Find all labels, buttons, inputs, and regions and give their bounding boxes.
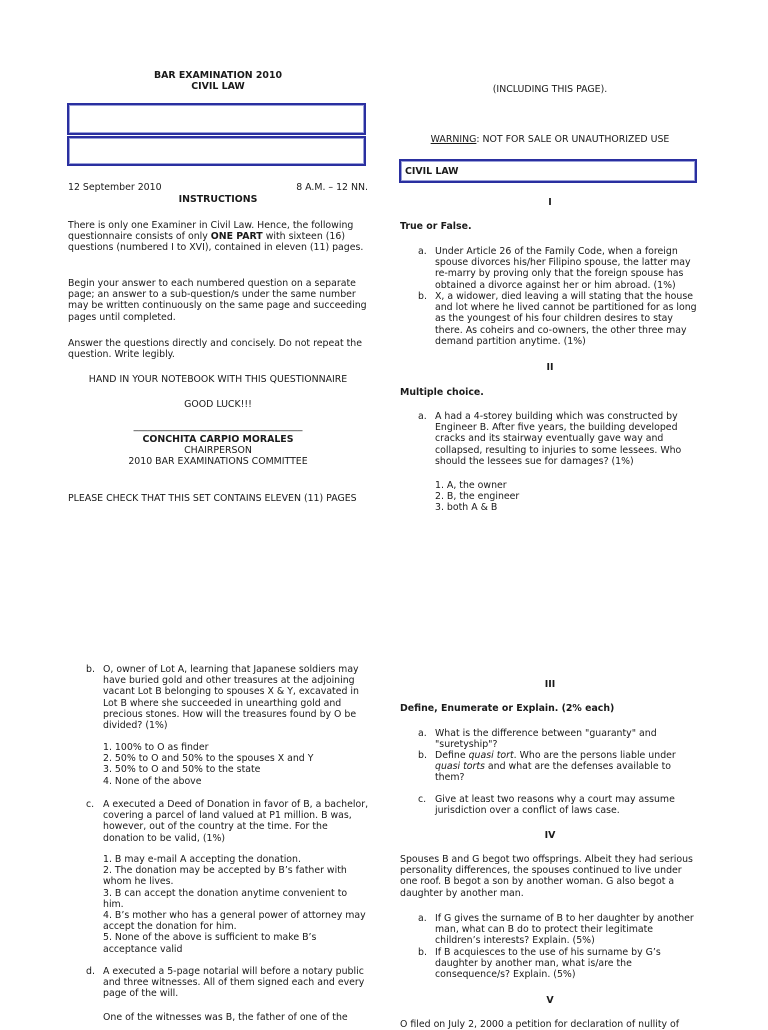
- question-1-item-b: [418, 291, 700, 347]
- including-page-note: (INCLUDING THIS PAGE).: [492, 84, 608, 95]
- question-3-item-c: [418, 794, 700, 816]
- question-4-item-a: [418, 913, 700, 947]
- section-box: [399, 159, 697, 183]
- instructions-paragraph-3: Answer the questions directly and concisely. Do not repeat the question. Write legibly.: [68, 338, 363, 361]
- chairperson-title: CHAIRPERSON: [184, 445, 252, 456]
- instructions-paragraph-1: There is only one Examiner in Civil Law. Hence, the following questionnaire consists of only ONE PART with sixteen (16) questions (numbered I to XVI), contained in eleven (11) pages.: [68, 220, 364, 254]
- item-text: If B acquiesces to the use of his surname by G’s daughter by another man, what is/are the consequence/s? Explain. (5%): [435, 947, 661, 981]
- question-number-2: II: [546, 362, 554, 373]
- item-text: A had a 4-storey building which was constructed by Engineer B. After five years, the building developed cracks and its stairway eventually gave way and collapsed, resulting to injuries to some lessees. Who should the lessees sue for damages? (1%): [435, 411, 682, 467]
- item-text: Under Article 26 of the Family Code, when a foreign spouse divorces his/her Filipino spouse, the latter may re-marry by proving only that the foreign spouse has obtained a divorce against her or him abroad. (1%): [435, 246, 691, 291]
- item-marker: b.: [418, 291, 427, 302]
- question-2d-continuation: One of the witnesses was B, the father of one of the: [103, 1012, 348, 1023]
- item-text: Give at least two reasons why a court may assume jurisdiction over a conflict of laws case.: [435, 794, 675, 817]
- item-marker: b.: [86, 664, 95, 675]
- question-2b-options: [103, 742, 373, 787]
- question-2a-options: [435, 480, 695, 514]
- item-marker: b.: [418, 947, 427, 958]
- question-3-heading: Define, Enumerate or Explain. (2% each): [400, 703, 615, 714]
- good-luck: GOOD LUCK!!!: [184, 399, 252, 410]
- question-number-5: V: [546, 995, 554, 1006]
- option: 4. B’s mother who has a general power of attorney may accept the donation for him.: [103, 910, 366, 933]
- question-2-item-b: [86, 664, 370, 731]
- exam-time: 8 A.M. – 12 NN.: [296, 182, 368, 193]
- item-marker: d.: [86, 966, 95, 977]
- question-3-item-a: [418, 728, 700, 750]
- option: 4. None of the above: [103, 775, 202, 787]
- exam-date: 12 September 2010: [68, 182, 162, 193]
- option: 1. A, the owner: [435, 480, 507, 491]
- question-2-item-a: [418, 411, 700, 467]
- option: 1. 100% to O as finder: [103, 742, 209, 753]
- blank-box-1: [67, 103, 366, 135]
- signature-line: ____________________________________: [133, 421, 303, 432]
- chairperson-name: CONCHITA CARPIO MORALES: [142, 434, 294, 445]
- blank-box-2: [67, 136, 366, 166]
- question-4-intro: Spouses B and G begot two offsprings. Albeit they had serious personality differences, the spouses continued to live under one roof. B begot a son by another woman. G also begot a daughter by another man.: [400, 854, 693, 899]
- question-3-item-b: [418, 750, 700, 784]
- item-marker: a.: [418, 411, 427, 422]
- question-number-3: III: [544, 679, 556, 690]
- question-2-item-d: [86, 966, 370, 1000]
- item-marker: a.: [418, 246, 427, 257]
- item-text: If G gives the surname of B to her daughter by another man, what can B do to protect their legitimate children’s interests? Explain. (5%): [435, 913, 694, 947]
- instructions-paragraph-2: Begin your answer to each numbered question on a separate page; an answer to a sub-question/s under the same number may be written continuously on the same page and succeeding pages until completed.: [68, 278, 367, 323]
- question-5-first-line: O filed on July 2, 2000 a petition for declaration of nullity of: [400, 1019, 680, 1030]
- hand-in-note: HAND IN YOUR NOTEBOOK WITH THIS QUESTIONNAIRE: [88, 374, 348, 385]
- section-box-label: CIVIL LAW: [405, 166, 459, 177]
- option: 2. B, the engineer: [435, 491, 520, 503]
- item-marker: b.: [418, 750, 427, 761]
- option: 3. B can accept the donation anytime convenient to him.: [103, 887, 348, 910]
- warning-note: WARNING: NOT FOR SALE OR UNAUTHORIZED USE: [430, 134, 670, 145]
- option: 5. None of the above is sufficient to make B’s acceptance valid: [103, 932, 317, 955]
- question-number-1: I: [548, 197, 552, 208]
- item-marker: c.: [86, 799, 95, 810]
- item-text: Define quasi tort. Who are the persons liable under quasi torts and what are the defenses available to them?: [435, 750, 676, 784]
- exam-title: BAR EXAMINATION 2010: [153, 70, 283, 81]
- question-1-heading: True or False.: [400, 221, 472, 232]
- option: 3. 50% to O and 50% to the state: [103, 764, 261, 776]
- committee-name: 2010 BAR EXAMINATIONS COMMITTEE: [128, 456, 308, 467]
- page-count-check: PLEASE CHECK THAT THIS SET CONTAINS ELEVEN (11) PAGES: [68, 493, 357, 504]
- option: 2. 50% to O and 50% to the spouses X and Y: [103, 753, 314, 765]
- question-number-4: IV: [544, 830, 556, 841]
- item-marker: a.: [418, 913, 427, 924]
- question-2c-options: [103, 854, 368, 955]
- question-2-heading: Multiple choice.: [400, 387, 484, 398]
- exam-subject: CIVIL LAW: [191, 81, 245, 92]
- item-text: O, owner of Lot A, learning that Japanese soldiers may have buried gold and other treasures at the adjoining vacant Lot B belonging to spouses X & Y, excavated in Lot B where she succeeded in unearthing gold and precious stones. How will the treasures found by O be divided? (1%): [103, 664, 359, 732]
- item-text: What is the difference between "guaranty" and "suretyship"?: [435, 728, 657, 751]
- item-text: A executed a Deed of Donation in favor of B, a bachelor, covering a parcel of land valued at P1 million. B was, however, out of the country at the time. For the donation to be valid, (1%): [103, 799, 369, 844]
- question-4-item-b: [418, 947, 700, 981]
- item-marker: a.: [418, 728, 427, 739]
- question-2-item-c: [86, 799, 370, 844]
- question-1-item-a: [418, 246, 700, 291]
- option: 2. The donation may be accepted by B’s father with whom he lives.: [103, 865, 347, 888]
- instructions-heading: INSTRUCTIONS: [178, 194, 258, 205]
- item-marker: c.: [418, 794, 427, 805]
- option: 3. both A & B: [435, 502, 498, 514]
- option: 1. B may e-mail A accepting the donation.: [103, 854, 301, 865]
- item-text: A executed a 5-page notarial will before a notary public and three witnesses. All of them signed each and every page of the will.: [103, 966, 365, 1000]
- item-text: X, a widower, died leaving a will stating that the house and lot where he lived cannot be partitioned for as long as the youngest of his four children desires to stay there. As coheirs and co-owners, the other three may demand partition anytime. (1%): [435, 291, 697, 347]
